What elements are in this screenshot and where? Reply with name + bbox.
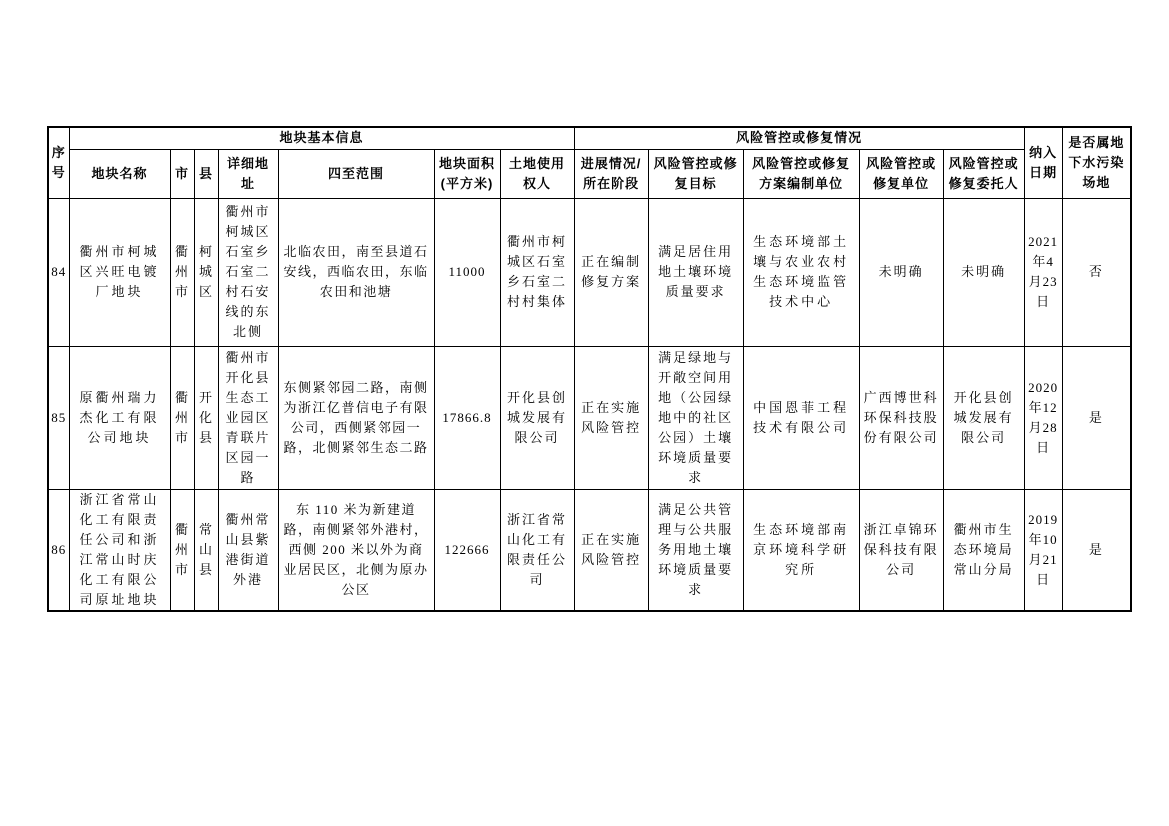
- cell-serial-no: 85: [48, 346, 69, 489]
- cell-address: 衢州市开化县生态工业园区青联片区园一路: [218, 346, 278, 489]
- header-group-basic-info: 地块基本信息: [69, 127, 574, 149]
- cell-progress: 正在实施风险管控: [574, 346, 648, 489]
- cell-client: 衢州市生态环境局常山分局: [943, 489, 1024, 611]
- land-parcel-table: [47, 126, 1132, 612]
- header-parcel-name: 地块名称: [69, 149, 170, 198]
- header-progress-stage: 进展情况/所在阶段: [574, 149, 648, 198]
- header-land-user: 土地使用权人: [500, 149, 574, 198]
- cell-city: 衢州市: [170, 198, 194, 346]
- header-remediation-unit: 风险管控或修复单位: [859, 149, 943, 198]
- header-group-risk-control: 风险管控或修复情况: [574, 127, 1024, 149]
- cell-address: 衢州常山县紫港街道外港: [218, 489, 278, 611]
- header-groundwater-site: 是否属地下水污染场地: [1062, 127, 1131, 198]
- cell-parcel-name: 浙江省常山化工有限责任公司和浙江常山时庆化工有限公司原址地块: [69, 489, 170, 611]
- cell-parcel-name: 原衢州瑞力杰化工有限公司地块: [69, 346, 170, 489]
- cell-boundary: 北临农田，南至县道石安线，西临农田，东临农田和池塘: [278, 198, 434, 346]
- cell-boundary: 东侧紧邻园二路，南侧为浙江亿普信电子有限公司，西侧紧邻园一路，北侧紧邻生态二路: [278, 346, 434, 489]
- cell-land-user: 浙江省常山化工有限责任公司: [500, 489, 574, 611]
- cell-client: 未明确: [943, 198, 1024, 346]
- cell-city: 衢州市: [170, 346, 194, 489]
- cell-groundwater: 是: [1062, 489, 1131, 611]
- cell-repair-unit: 广西博世科环保科技股份有限公司: [859, 346, 943, 489]
- cell-target: 满足绿地与开敞空间用地（公园绿地中的社区公园）土壤环境质量要求: [648, 346, 743, 489]
- cell-groundwater: 是: [1062, 346, 1131, 489]
- cell-target: 满足居住用地土壤环境质量要求: [648, 198, 743, 346]
- header-boundary: 四至范围: [278, 149, 434, 198]
- cell-county: 开化县: [194, 346, 218, 489]
- cell-plan-unit: 生态环境部南京环境科学研究所: [743, 489, 859, 611]
- header-inclusion-date: 纳入日期: [1024, 127, 1062, 198]
- cell-county: 柯城区: [194, 198, 218, 346]
- header-plan-compiler: 风险管控或修复方案编制单位: [743, 149, 859, 198]
- cell-target: 满足公共管理与公共服务用地土壤环境质量要求: [648, 489, 743, 611]
- cell-groundwater: 否: [1062, 198, 1131, 346]
- cell-area: 17866.8: [434, 346, 500, 489]
- cell-city: 衢州市: [170, 489, 194, 611]
- cell-plan-unit: 生态环境部土壤与农业农村生态环境监管技术中心: [743, 198, 859, 346]
- header-area: 地块面积(平方米): [434, 149, 500, 198]
- header-address: 详细地址: [218, 149, 278, 198]
- header-county: 县: [194, 149, 218, 198]
- table-row-86: [48, 489, 1131, 611]
- cell-address: 衢州市柯城区石室乡石室二村石安线的东北侧: [218, 198, 278, 346]
- cell-date: 2019年10月21日: [1024, 489, 1062, 611]
- cell-boundary: 东 110 米为新建道路，南侧紧邻外港村，西侧 200 米以外为商业居民区，北侧为原办公区: [278, 489, 434, 611]
- cell-repair-unit: 未明确: [859, 198, 943, 346]
- cell-land-user: 衢州市柯城区石室乡石室二村村集体: [500, 198, 574, 346]
- header-remediation-client: 风险管控或修复委托人: [943, 149, 1024, 198]
- cell-progress: 正在编制修复方案: [574, 198, 648, 346]
- cell-date: 2021年4月23日: [1024, 198, 1062, 346]
- cell-area: 122666: [434, 489, 500, 611]
- cell-date: 2020年12月28日: [1024, 346, 1062, 489]
- cell-parcel-name: 衢州市柯城区兴旺电镀厂地块: [69, 198, 170, 346]
- cell-serial-no: 86: [48, 489, 69, 611]
- table-row-85: [48, 346, 1131, 489]
- table-row-84: [48, 198, 1131, 346]
- header-sub-row: [48, 149, 1131, 198]
- header-city: 市: [170, 149, 194, 198]
- header-group-row: [48, 127, 1131, 149]
- cell-serial-no: 84: [48, 198, 69, 346]
- cell-land-user: 开化县创城发展有限公司: [500, 346, 574, 489]
- cell-repair-unit: 浙江卓锦环保科技有限公司: [859, 489, 943, 611]
- cell-progress: 正在实施风险管控: [574, 489, 648, 611]
- cell-client: 开化县创城发展有限公司: [943, 346, 1024, 489]
- cell-county: 常山县: [194, 489, 218, 611]
- cell-area: 11000: [434, 198, 500, 346]
- cell-plan-unit: 中国恩菲工程技术有限公司: [743, 346, 859, 489]
- header-remediation-target: 风险管控或修复目标: [648, 149, 743, 198]
- header-serial-no: 序号: [48, 127, 69, 198]
